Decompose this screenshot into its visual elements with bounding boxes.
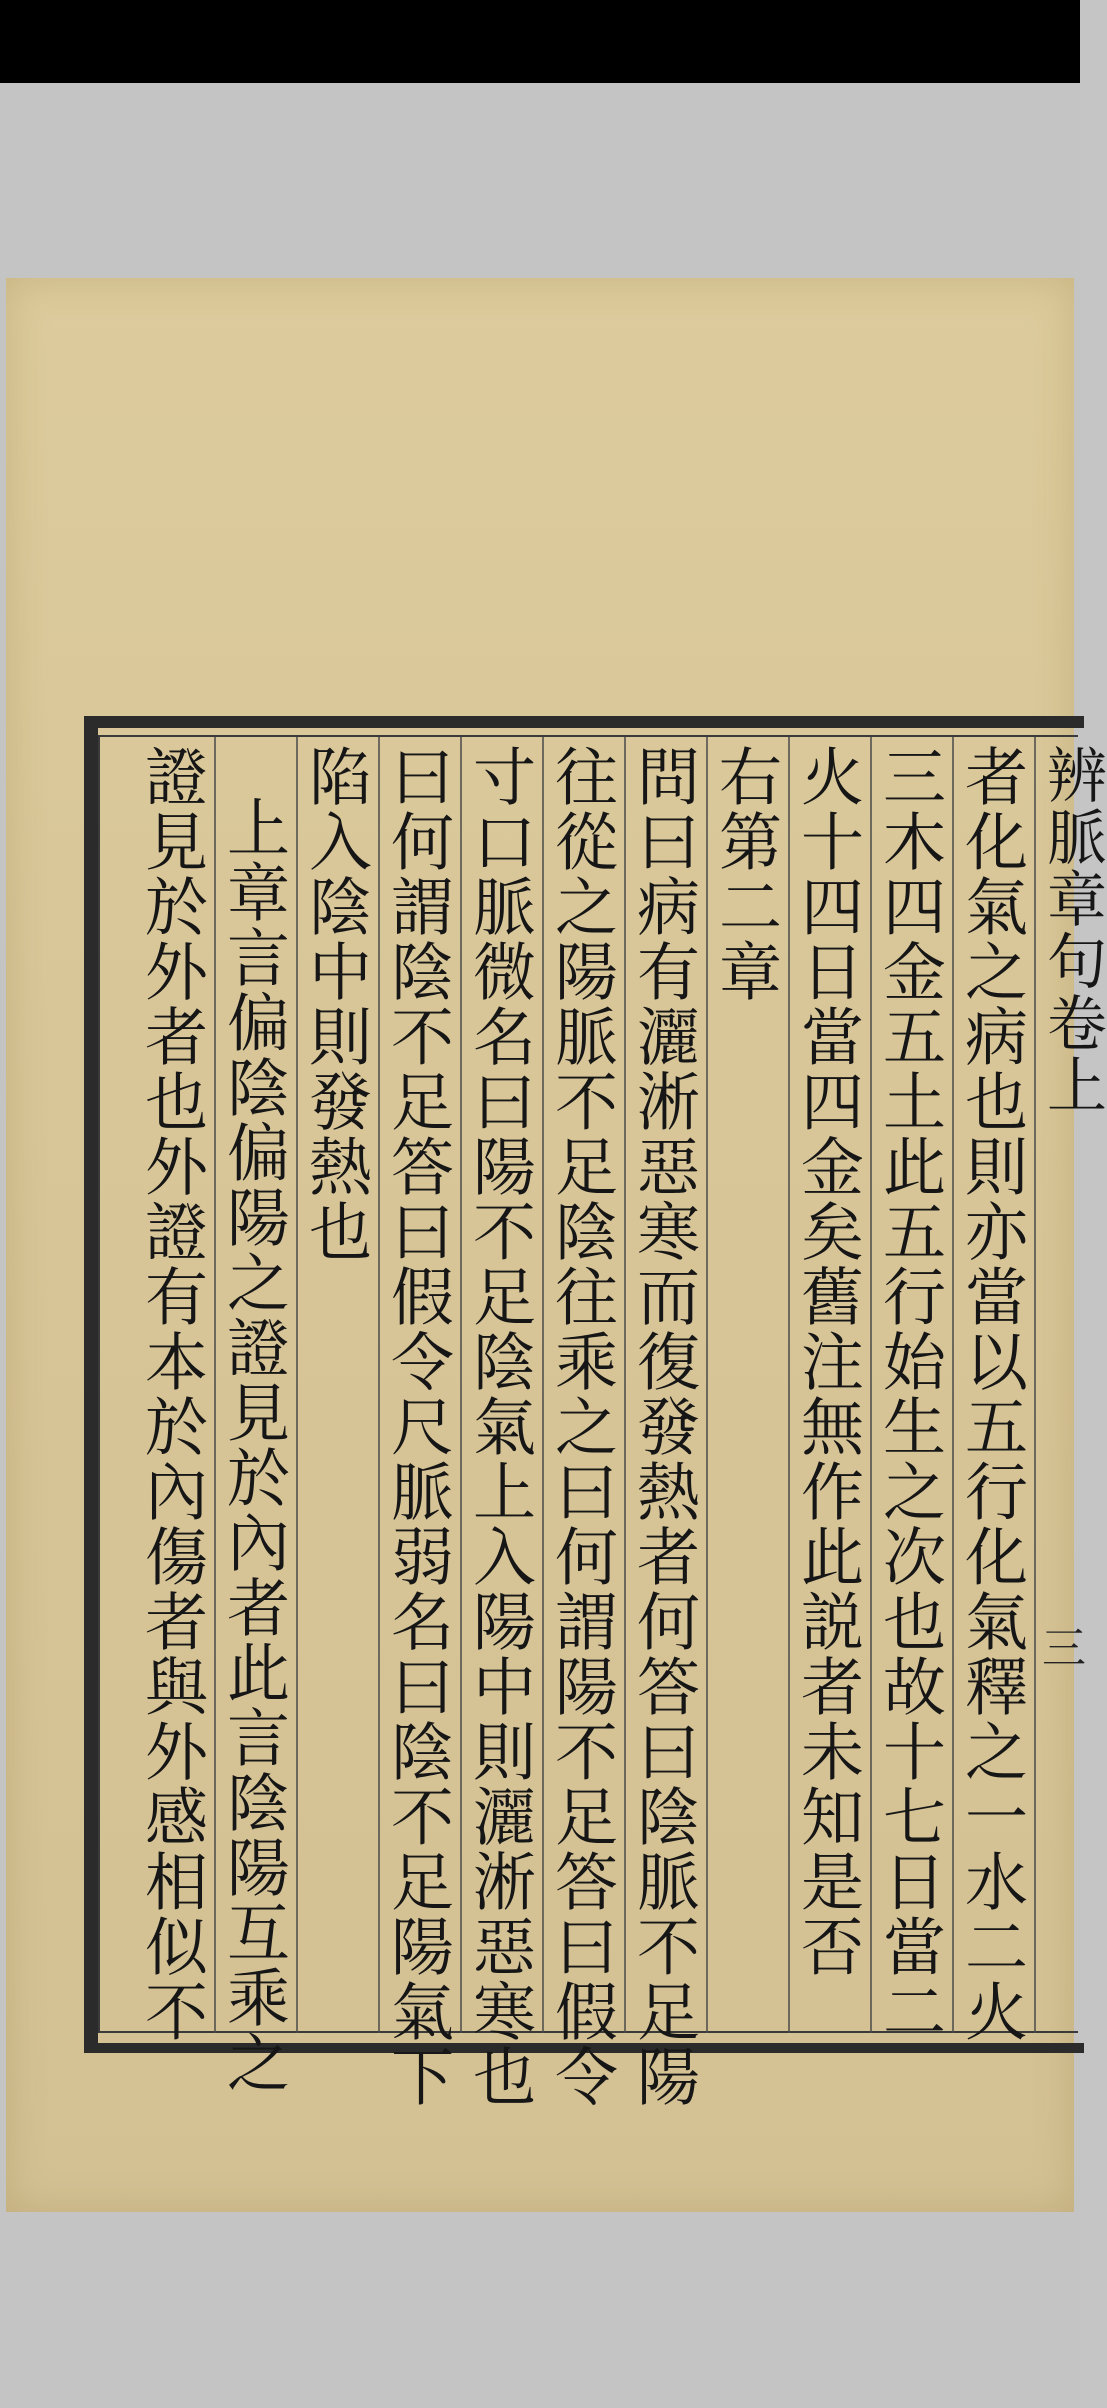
column-rule — [296, 737, 298, 2033]
column-rule — [952, 737, 954, 2033]
status-bar — [0, 0, 1080, 83]
column-rule — [460, 737, 462, 2033]
column-rule — [542, 737, 544, 2033]
text-column: 寸口脈微名曰陽不足陰氣上入陽中則灑淅惡寒也 — [463, 744, 536, 2109]
text-column: 者化氣之病也則亦當以五行化氣釋之一水二火 — [955, 744, 1028, 2044]
column-rule — [624, 737, 626, 2033]
text-column: 火十四日當四金矣舊注無作此説者未知是否 — [791, 744, 864, 1979]
commentary-column: 證見於外者也外證有本於內傷者與外感相似不 — [135, 744, 208, 2044]
text-column: 問曰病有灑淅惡寒而復發熱者何答曰陰脈不足陽 — [627, 744, 700, 2109]
column-rule — [706, 737, 708, 2033]
book-title-column: 辨脈章句卷上 — [1037, 744, 1107, 1116]
section-heading: 右第二章 — [709, 744, 782, 1004]
column-rule — [1034, 737, 1036, 2033]
commentary-column: 上章言偏陰偏陽之證見於內者此言陰陽互乘之 — [217, 795, 290, 2095]
text-column: 陷入陰中則發熱也 — [299, 744, 372, 1264]
text-column: 三木四金五土此五行始生之次也故十七日當二 — [873, 744, 946, 2044]
column-rule — [378, 737, 380, 2033]
text-column: 往從之陽脈不足陰往乘之曰何謂陽不足答曰假令 — [545, 744, 618, 2109]
column-rule — [214, 737, 216, 2033]
text-column: 曰何謂陰不足答曰假令尺脈弱名曰陰不足陽氣下 — [381, 744, 454, 2109]
column-rule — [788, 737, 790, 2033]
page-number: 三 — [1042, 1623, 1086, 1674]
column-rule — [870, 737, 872, 2033]
